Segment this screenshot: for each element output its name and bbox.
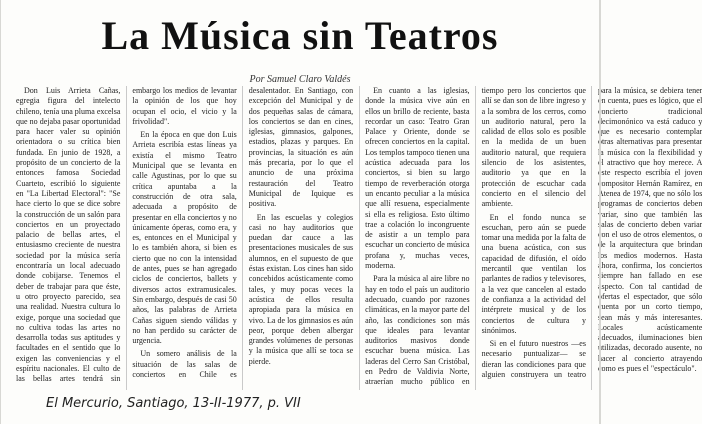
article-paragraph: Para la música al aire libre no hay en todo el país un auditorio adecuado, cuando por razones climáticas, en la mayor parte del año, las condiciones son más que ideales para levantar auditorios masivos donde escuchar buena música. Las laderas del Cerro San Cristóbal, en Pedro de Valdivia Norte, atraerían mucho público en tiempo pero los conciertos que allí se dan son de libre ingreso y a la sombra de los cerros, como un auditorio natural, pero la calidad de ellos solo es posible en la medida de un buen auditorio natural, que requiera silencio de los asistentes, auditorio ya que en la protección de escuchar cada concierto en el silencio del ambiente. xyxy=(365,86,586,387)
article-paragraph: Un somero análisis de la situación de las salas de conciertos en Chile es desalentador. En Santiago, con excepción del Municipal y de dos pequeñas salas de cámara, los conciertos se dan en cines, iglesias, gimnasios, galpones, estadios, plazas y parques. En provincias, la situación es aún más precaria, por lo que el anuncio de una próxima restauración del Teatro Municipal de Iquique es positiva. xyxy=(132,86,354,380)
article-title: La Música sin Teatros xyxy=(101,13,499,58)
handwritten-source-note: El Mercurio, Santiago, 13-II-1977, p. VII xyxy=(46,396,301,411)
article-paragraph: Don Luis Arrieta Cañas, egregia figura del intelecto chileno, tenía una pluma excelsa que no dejaba pasar oportunidad para hacer valer su opinión orientadora o su crítica bien fundada. En junio de 1928, a propósito de un concierto de la entonces famosa Sociedad Cuarteto, escribió lo siguiente en "La Libertad Electoral": "Se hace cierto lo que se dice sobre la construcción de un salón para conciertos en un proyectado palacio de bellas artes, el entusiasmo creciente de nuestra sociedad por la música sería encontraría un local adecuado donde cobijarse. Tenemos el deber de trabajar para que éste, u otro proyecto parecido, sea una realidad. Nuestra cultura lo exige, porque una sociedad que no cultiva todas las artes no desarrolla todas sus aptitudes y facultades en el sentido que lo exigen las conveniencias y el espíritu nacionales. El culto de las bellas artes tendrá sin embargo los medios de levantar la opinión de los que hoy ocupan el ocio, el vicio y la frivolidad". xyxy=(16,86,237,384)
article-paragraph: En el fondo nunca se escuchan, pero aún se puede tomar una medida por la falta de una buena acústica, con sus capacidad de difusión, el oído mercantil que ventilan los parlantes de radios y televisores, a la vez que cancelen al estado de confianza a la actividad del intérprete musical y de los conciertos de cultura y sinónimos. xyxy=(481,212,586,335)
article-paragraph: En las escuelas y colegios casi no hay auditorios que puedan dar cauce a las presentaciones musicales de sus alumnos, en el supuesto de que éstas existan. Los cines han sido concebidos acústicamente como tales, y muy pocas veces la acústica de ellos resulta apropiada para la música en vivo. La de los gimnasios es aún peor, porque deben albergar grandes volúmenes de personas y la música que allí se toca se pierde. xyxy=(248,212,354,366)
article-paragraph: Si en el futuro nuestros —es necesario puntualizar— se dieran las condiciones para que alguien construyera un teatro para la música, se debiera tener en cuenta, pues es lógico, que el concierto tradicional decimonónico va está caduco y que es necesario contemplar otras alternativas para presentar la música con la flexibilidad y el atractivo que hoy merece. A este respecto escribía el joven compositor Hernán Ramírez, en Atenea de 1974, que no sólo los programas de conciertos deben variar, sino que también las salas de concierto deben variar con el uso de otros elementos, o de la arquitectura que brindan los medios modernos. Hasta ahora, confirma, los conciertos siempre han fallado en ese aspecto. Con tal cantidad de ofertas el espectador, que sólo cuenta por un corto tiempo, sean más y más interesantes. Locales acústicamente adecuados, iluminaciones bien utilizadas, decorado ausente, no hacer al concierto atrayendo como es pues el "espectáculo". xyxy=(481,86,702,380)
article-paragraph: En cuanto a las iglesias, donde la música vive aún en ellos un brillo de reciente, basta recordar un caso: Teatro Gran Palace y Oriente, donde se ofrecen conciertos en la capital. Los templos tampoco tienen una acústica adecuada para los conciertos, si bien su largo tiempo de reverberación otorga un encanto peculiar a la música que allí resuena, especialmente si ella es religiosa. Esto último trae a colación lo incongruente de asistir a un templo para escuchar un concierto de música profana y, muchas veces, moderna. xyxy=(365,86,470,271)
article-byline: Por Samuel Claro Valdés xyxy=(249,74,351,85)
article-body xyxy=(16,86,702,390)
article-paragraph: En la época en que don Luis Arrieta escribía estas líneas ya existía el mismo Teatro Municipal que se levanta en calle Agustinas, por lo que su crítica apuntaba a la construcción de otra sala, adecuada a propósito de presentar en ella conciertos y no únicamente óperas, como era, y es, entonces en el Municipal y lo es también ahora, si bien es cierto que no con la intensidad de antes, pues se han agregado ciclos de conciertos, ballets y diversos actos extramusicales. Sin embargo, después de casi 50 años, las palabras de Arrieta Cañas siguen siendo válidas y no han perdido su carácter de urgencia. xyxy=(132,130,237,346)
